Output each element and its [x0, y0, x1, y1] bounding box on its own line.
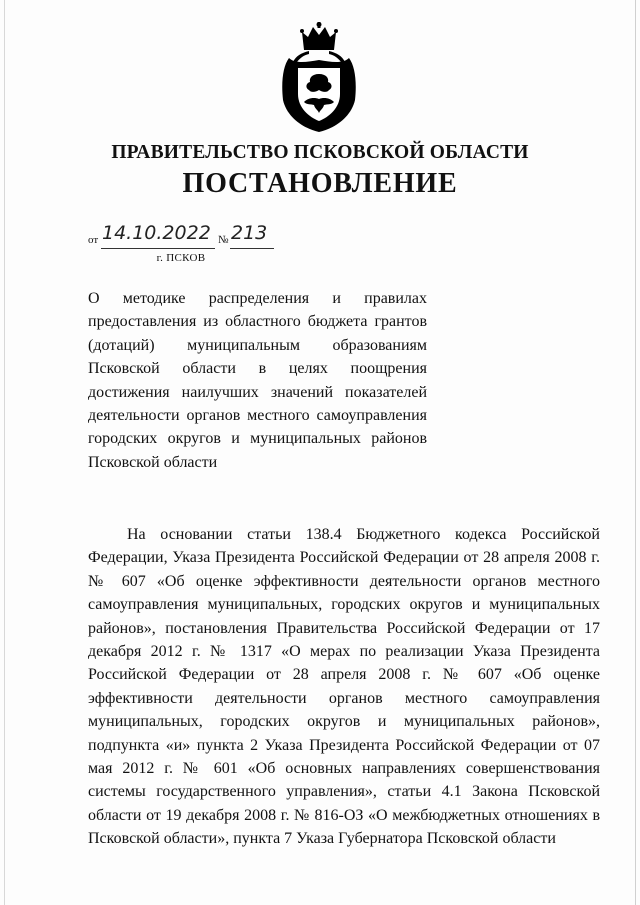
- resolution-body: На основании статьи 138.4 Бюджетного кодекса Российской Федерации, Указа Президента Российской Федерации от 28 апреля 2008 г. № 607 «Об оценке эффективности деятельности органов местного самоуправления муниципальных, городских округов и муниципальных районов», постановления Правительства Российской Федерации от 17 декабря 2012 г. № 1317 «О мерах по реализации Указа Президента Российской Федерации от 28 апреля 2008 г. № 607 «Об оценке эффективности деятельности органов местного самоуправления муниципальных, городских округов и муниципальных районов», подпункта «и» пункта 2 Указа Президента Российской Федерации от 07 мая 2012 г. № 601 «Об основных направлениях совершенствования системы государственного управления», статьи 4.1 Закона Псковской области от 19 декабря 2008 г. № 816-ОЗ «О межбюджетных отношениях в Псковской области», пункта 7 Указа Губернатора Псковской области: [88, 526, 600, 848]
- city-name: г. ПСКОВ: [156, 252, 206, 264]
- date-underline: [101, 248, 215, 249]
- date-number-line: [88, 222, 288, 252]
- organization-title: ПРАВИТЕЛЬСТВО ПСКОВСКОЙ ОБЛАСТИ: [111, 142, 529, 163]
- number-label: №: [218, 234, 229, 246]
- handwritten-date: 14.10.2022: [102, 222, 211, 244]
- scan-edge-left: [4, 0, 5, 905]
- number-underline: [230, 248, 274, 249]
- document-type-heading: ПОСТАНОВЛЕНИЕ: [182, 168, 458, 199]
- scan-edge-right: [635, 0, 636, 905]
- from-label: от: [88, 234, 99, 246]
- resolution-subject: О методике распределения и правилах предоставления из областного бюджета грантов (дотаций) муниципальным образованиям Псковской области в целях поощрения достижения наилучших значений показателей деятельности органов местного самоуправления городских округов и муниципальных районов Псковской области: [88, 290, 427, 471]
- coat-of-arms-icon: [271, 22, 367, 132]
- handwritten-number: 213: [231, 222, 268, 244]
